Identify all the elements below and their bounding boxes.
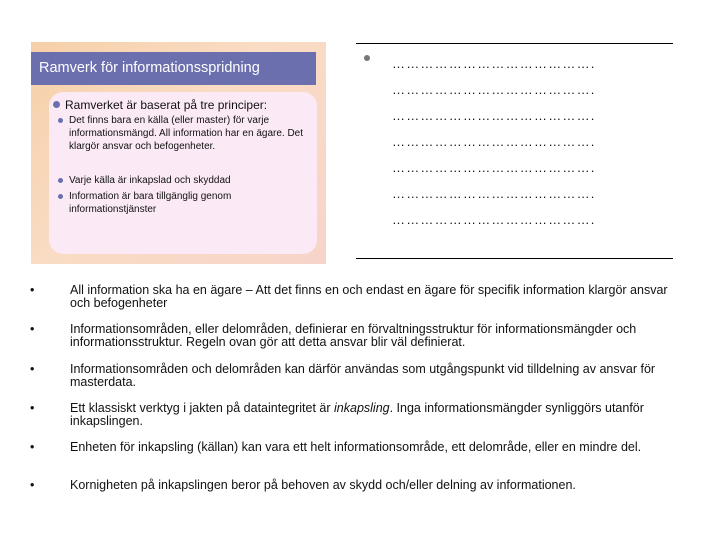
bullet-icon: •	[30, 362, 35, 376]
notes-bottom-rule	[356, 258, 673, 259]
slide-level2-bullet	[69, 190, 309, 216]
bullet-dot-icon	[58, 118, 63, 123]
notes-dot-line: …………………………………….	[392, 56, 596, 71]
slide-level2-text: Information är bara tillgänglig genom informationstjänster	[69, 191, 232, 215]
notes-dot-line: …………………………………….	[392, 212, 596, 227]
slide-title: Ramverk för informationsspridning	[31, 52, 316, 85]
slide-thumbnail[interactable]	[31, 42, 326, 264]
list-item-text: Enheten för inkapsling (källan) kan vara ett helt informationsområde, ett delområde, eller en mindre del.	[70, 440, 642, 454]
slide-level1-text: Ramverket är baserat på tre principer:	[65, 98, 268, 112]
notes-dot-line: …………………………………….	[392, 82, 596, 97]
notes-bullet-icon	[364, 55, 370, 61]
notes-dot-line: …………………………………….	[392, 186, 596, 201]
list-item-text: Informationsområden, eller delområden, definierar en förvaltningsstruktur för informationsmängder och informationsstruktur. Regeln ovan gör att detta ansvar blir väl definierat.	[70, 322, 637, 349]
slide-level2-text: Varje källa är inkapslad och skyddad	[69, 175, 231, 186]
slide-level2-bullet	[69, 114, 309, 153]
bullet-dot-icon	[58, 194, 63, 199]
bullet-icon: •	[30, 401, 35, 415]
list-item-text: Kornigheten på inkapslingen beror på behoven av skydd och/eller delning av informationen.	[70, 478, 576, 492]
notes-dot-line: …………………………………….	[392, 160, 596, 175]
list-item-text: Informationsområden och delområden kan därför användas som utgångspunkt vid tilldelning av ansvar för masterdata.	[70, 362, 656, 389]
list-item-text-pre: Ett klassiskt verktyg i jakten på dataintegritet är	[70, 401, 335, 415]
notes-top-rule	[356, 43, 673, 44]
bullet-icon: •	[30, 478, 35, 492]
bullet-dot-icon	[58, 178, 63, 183]
slide-level2-bullet	[69, 174, 309, 187]
list-item-text-post: . Inga informationsmängder synliggörs utanför inkapslingen.	[70, 401, 644, 428]
bullet-icon: •	[30, 283, 35, 297]
bullet-icon: •	[30, 440, 35, 454]
notes-dot-line: …………………………………….	[392, 108, 596, 123]
notes-dot-line: …………………………………….	[392, 134, 596, 149]
bullet-dot-icon	[53, 101, 60, 108]
list-item-text: All information ska ha en ägare – Att det finns en och endast en ägare för specifik information klargör ansvar och befogenheter	[70, 283, 668, 310]
list-item-text-emphasis: inkapsling	[334, 401, 390, 415]
bullet-icon: •	[30, 322, 35, 336]
slide-level2-text: Det finns bara en källa (eller master) för varje informationsmängd. All information har en ägare. Det klargör ansvar och befogenheter.	[69, 115, 304, 152]
list-item-text	[70, 402, 690, 428]
slide-level1-bullet	[53, 98, 267, 112]
